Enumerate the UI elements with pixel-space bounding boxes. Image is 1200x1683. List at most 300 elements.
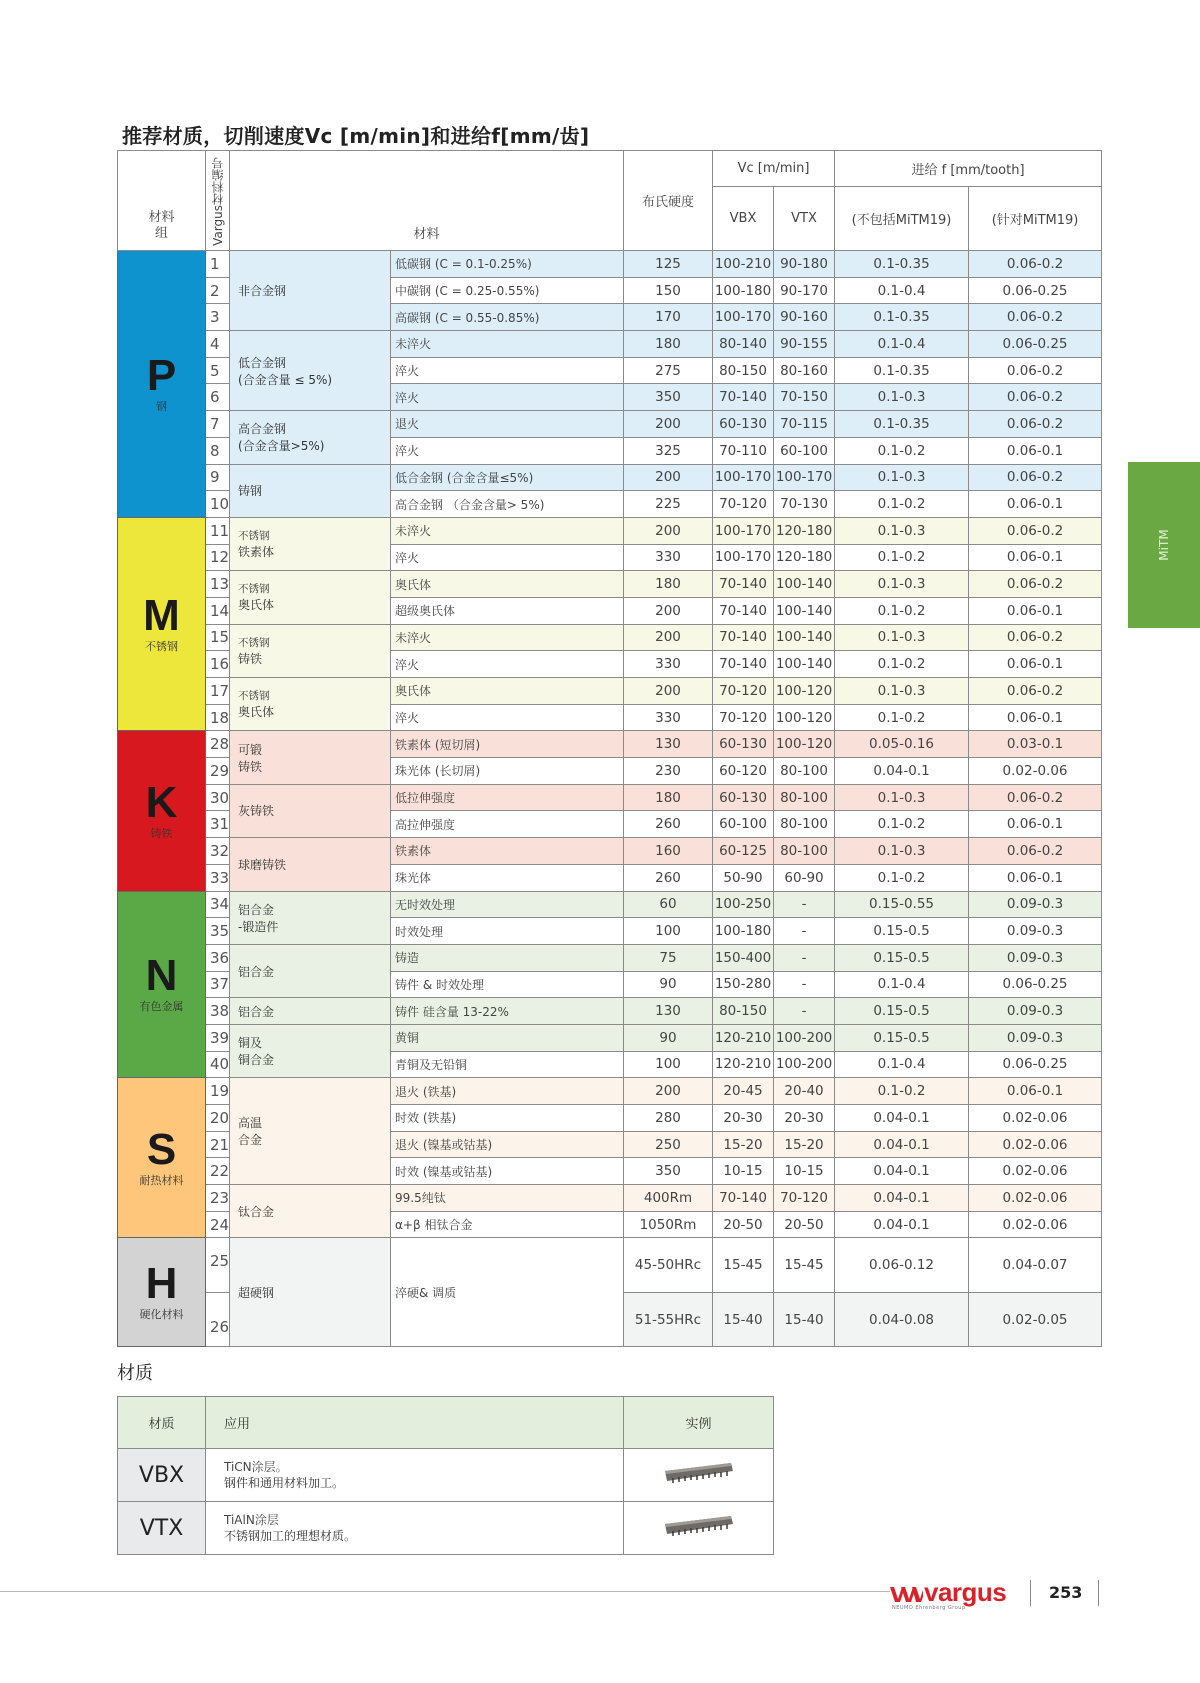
hardness: 160 [624,838,713,865]
material-category: 可锻 铸铁 [230,731,391,784]
vc-vtx: 70-120 [774,1185,835,1212]
feed-excl-mitm19: 0.1-0.3 [835,678,969,705]
hardness: 350 [624,384,713,411]
vc-vtx: 90-155 [774,331,835,358]
feed-mitm19: 0.06-0.2 [969,464,1102,491]
material-name: 退火 [391,411,624,438]
vargus-no: 14 [206,597,230,624]
thread-mill-insert-icon [661,1459,737,1487]
vargus-no: 18 [206,704,230,731]
table-row [118,411,1102,438]
table-row [118,464,1102,491]
vc-vbx: 100-210 [713,251,774,278]
vc-vbx: 10-15 [713,1158,774,1185]
vc-vtx: 70-115 [774,411,835,438]
material-name: 未淬火 [391,624,624,651]
table-row [118,251,1102,278]
vargus-no: 12 [206,544,230,571]
header-feed: 进给 f [mm/tooth] [835,151,1102,187]
material-name: 淬火 [391,384,624,411]
header-hardness: 布氏硬度 [624,151,713,251]
material-category: 不锈钢 奥氏体 [230,571,391,624]
feed-excl-mitm19: 0.1-0.2 [835,491,969,518]
material-name: 低合金钢 (合金含量≤5%) [391,464,624,491]
feed-mitm19: 0.09-0.3 [969,891,1102,918]
feed-excl-mitm19: 0.04-0.08 [835,1292,969,1347]
vargus-no: 35 [206,918,230,945]
vc-vbx: 70-140 [713,384,774,411]
vc-vbx: 120-210 [713,1051,774,1078]
feed-mitm19: 0.06-0.25 [969,331,1102,358]
vc-vbx: 70-110 [713,437,774,464]
vargus-no: 38 [206,998,230,1025]
vc-vtx: 100-120 [774,704,835,731]
material-name: 珠光体 (长切屑) [391,758,624,785]
vc-vtx: 90-160 [774,304,835,331]
vc-vbx: 60-130 [713,731,774,758]
vc-vtx: 90-180 [774,251,835,278]
material-name: 退火 (铁基) [391,1078,624,1105]
tool-image [624,1449,774,1502]
vc-vtx: 15-20 [774,1131,835,1158]
material-category: 超硬钢 [230,1238,391,1347]
page-number: 253 [1049,1583,1083,1602]
material-category: 灰铸铁 [230,784,391,837]
vc-vbx: 70-140 [713,571,774,598]
vargus-no: 40 [206,1051,230,1078]
material-name: 奥氏体 [391,678,624,705]
feed-excl-mitm19: 0.15-0.5 [835,918,969,945]
vc-vtx: 100-140 [774,571,835,598]
vargus-no: 37 [206,971,230,998]
material-name: 高碳钢 (C = 0.55-0.85%) [391,304,624,331]
hardness: 100 [624,1051,713,1078]
grade-row [118,1449,774,1502]
vc-vbx: 150-280 [713,971,774,998]
hardness: 150 [624,277,713,304]
feed-excl-mitm19: 0.15-0.55 [835,891,969,918]
vc-vtx: 10-15 [774,1158,835,1185]
vc-vtx: - [774,971,835,998]
vargus-no: 6 [206,384,230,411]
vargus-no: 26 [206,1292,230,1347]
vargus-no: 22 [206,1158,230,1185]
vc-vtx: 100-120 [774,678,835,705]
material-name: 中碳钢 (C = 0.25-0.55%) [391,277,624,304]
vc-vbx: 80-150 [713,998,774,1025]
table-row [118,1185,1102,1212]
material-name: 淬火 [391,437,624,464]
material-name: 淬火 [391,704,624,731]
vc-vbx: 60-100 [713,811,774,838]
feed-excl-mitm19: 0.1-0.2 [835,544,969,571]
vargus-no: 11 [206,517,230,544]
material-category: 球磨铸铁 [230,838,391,891]
vc-vtx: 15-45 [774,1238,835,1293]
feed-mitm19: 0.06-0.2 [969,304,1102,331]
vc-vtx: 80-160 [774,357,835,384]
table-row [118,784,1102,811]
vc-vtx: 100-200 [774,1051,835,1078]
vargus-no: 31 [206,811,230,838]
table-row [118,838,1102,865]
feed-excl-mitm19: 0.1-0.3 [835,784,969,811]
hardness: 250 [624,1131,713,1158]
vc-vbx: 15-20 [713,1131,774,1158]
vc-vbx: 70-140 [713,597,774,624]
vc-vbx: 150-400 [713,944,774,971]
material-name: α+β 相钛合金 [391,1211,624,1238]
vc-vbx: 60-120 [713,758,774,785]
grades-header-application: 应用 [206,1397,624,1449]
vargus-no: 24 [206,1211,230,1238]
feed-excl-mitm19: 0.1-0.2 [835,864,969,891]
vargus-no: 10 [206,491,230,518]
hardness: 200 [624,411,713,438]
feed-mitm19: 0.06-0.1 [969,651,1102,678]
vc-vtx: 100-200 [774,1024,835,1051]
vargus-no: 25 [206,1238,230,1293]
hardness: 200 [624,597,713,624]
header-material: 材料 [230,151,624,251]
vargus-no: 4 [206,331,230,358]
vc-vtx: - [774,891,835,918]
hardness: 90 [624,971,713,998]
material-name: 铸件 & 时效处理 [391,971,624,998]
group-k: K 铸铁 [118,731,206,891]
vc-vbx: 100-170 [713,517,774,544]
hardness: 200 [624,678,713,705]
footer-separator [1098,1580,1099,1606]
vc-vbx: 15-40 [713,1292,774,1347]
hardness: 51-55HRc [624,1292,713,1347]
vc-vtx: 90-170 [774,277,835,304]
vc-vtx: - [774,918,835,945]
feed-mitm19: 0.06-0.2 [969,411,1102,438]
material-category: 非合金钢 [230,251,391,331]
hardness: 180 [624,784,713,811]
material-name: 退火 (镍基或钴基) [391,1131,624,1158]
material-category: 铝合金 [230,998,391,1025]
vargus-no: 34 [206,891,230,918]
vc-vtx: 15-40 [774,1292,835,1347]
feed-excl-mitm19: 0.04-0.1 [835,1211,969,1238]
footer-divider [0,1591,890,1592]
hardness: 60 [624,891,713,918]
vargus-no: 2 [206,277,230,304]
feed-mitm19: 0.02-0.06 [969,1131,1102,1158]
vc-vtx: 20-40 [774,1078,835,1105]
feed-excl-mitm19: 0.1-0.2 [835,437,969,464]
vc-vbx: 20-50 [713,1211,774,1238]
feed-excl-mitm19: 0.1-0.2 [835,1078,969,1105]
vargus-no: 30 [206,784,230,811]
vc-vbx: 100-170 [713,464,774,491]
vc-vbx: 100-170 [713,544,774,571]
grade-code: VTX [118,1502,206,1555]
vc-vbx: 60-125 [713,838,774,865]
table-row [118,1078,1102,1105]
table-row [118,1238,1102,1293]
group-m: M 不锈钢 [118,517,206,731]
feed-mitm19: 0.06-0.2 [969,251,1102,278]
hardness: 260 [624,864,713,891]
section-tab-mitm[interactable]: MiTM [1128,462,1200,628]
grade-row [118,1502,774,1555]
header-vtx: VTX [774,187,835,251]
hardness: 350 [624,1158,713,1185]
group-h: H 硬化材料 [118,1238,206,1347]
feed-excl-mitm19: 0.1-0.2 [835,811,969,838]
feed-excl-mitm19: 0.1-0.4 [835,971,969,998]
vargus-no: 19 [206,1078,230,1105]
grades-header-example: 实例 [624,1397,774,1449]
hardness: 130 [624,731,713,758]
vc-vbx: 100-180 [713,918,774,945]
table-row [118,571,1102,598]
feed-mitm19: 0.02-0.06 [969,1105,1102,1132]
material-name: 奥氏体 [391,571,624,598]
vc-vtx: 70-150 [774,384,835,411]
hardness: 200 [624,517,713,544]
hardness: 130 [624,998,713,1025]
vargus-no: 5 [206,357,230,384]
material-category: 铸钢 [230,464,391,517]
feed-excl-mitm19: 0.1-0.3 [835,384,969,411]
vc-vbx: 100-250 [713,891,774,918]
material-name: 铁素体 [391,838,624,865]
vc-vbx: 100-180 [713,277,774,304]
feed-mitm19: 0.09-0.3 [969,918,1102,945]
vc-vbx: 120-210 [713,1024,774,1051]
feed-excl-mitm19: 0.1-0.4 [835,331,969,358]
feed-excl-mitm19: 0.1-0.4 [835,1051,969,1078]
vc-vbx: 70-120 [713,678,774,705]
vargus-no: 7 [206,411,230,438]
vc-vbx: 20-45 [713,1078,774,1105]
vc-vtx: 120-180 [774,544,835,571]
vc-vtx: - [774,998,835,1025]
vargus-no: 28 [206,731,230,758]
group-s: S 耐热材料 [118,1078,206,1238]
vargus-no: 29 [206,758,230,785]
material-name: 珠光体 [391,864,624,891]
feed-mitm19: 0.06-0.2 [969,571,1102,598]
hardness: 125 [624,251,713,278]
feed-mitm19: 0.06-0.25 [969,277,1102,304]
vargus-no: 17 [206,678,230,705]
vc-vbx: 15-45 [713,1238,774,1293]
material-name: 时效 (镍基或钴基) [391,1158,624,1185]
vargus-no: 20 [206,1105,230,1132]
header-feed-for: (针对MiTM19) [969,187,1102,251]
vc-vtx: 100-140 [774,651,835,678]
material-name: 未淬火 [391,331,624,358]
vargus-no: 32 [206,838,230,865]
feed-excl-mitm19: 0.04-0.1 [835,1158,969,1185]
vc-vtx: 120-180 [774,517,835,544]
feed-excl-mitm19: 0.15-0.5 [835,1024,969,1051]
feed-excl-mitm19: 0.1-0.3 [835,517,969,544]
feed-mitm19: 0.09-0.3 [969,944,1102,971]
table-row [118,624,1102,651]
hardness: 275 [624,357,713,384]
hardness: 170 [624,304,713,331]
vc-vbx: 70-120 [713,704,774,731]
feed-excl-mitm19: 0.06-0.12 [835,1238,969,1293]
grades-table [117,1396,774,1555]
grades-title: 材质 [117,1363,153,1384]
feed-excl-mitm19: 0.1-0.35 [835,251,969,278]
vc-vbx: 70-140 [713,1185,774,1212]
feed-excl-mitm19: 0.1-0.4 [835,277,969,304]
feed-mitm19: 0.06-0.1 [969,597,1102,624]
feed-mitm19: 0.03-0.1 [969,731,1102,758]
feed-mitm19: 0.06-0.1 [969,544,1102,571]
vc-vtx: 100-140 [774,597,835,624]
feed-mitm19: 0.06-0.2 [969,784,1102,811]
header-vbx: VBX [713,187,774,251]
vargus-logo: vargus NEUMO Ehrenberg Group [892,1577,1007,1611]
feed-mitm19: 0.02-0.06 [969,758,1102,785]
header-group: 材料组 [118,151,206,251]
feed-excl-mitm19: 0.1-0.35 [835,357,969,384]
vc-vbx: 60-130 [713,784,774,811]
feed-mitm19: 0.09-0.3 [969,998,1102,1025]
table-row [118,891,1102,918]
vc-vbx: 70-140 [713,651,774,678]
vargus-no: 8 [206,437,230,464]
material-category: 高温 合金 [230,1078,391,1185]
feed-excl-mitm19: 0.1-0.2 [835,704,969,731]
vargus-no: 36 [206,944,230,971]
table-row [118,731,1102,758]
material-name: 青铜及无铅铜 [391,1051,624,1078]
vargus-no: 23 [206,1185,230,1212]
feed-mitm19: 0.06-0.1 [969,704,1102,731]
vc-vbx: 70-140 [713,624,774,651]
material-name: 低拉伸强度 [391,784,624,811]
vargus-no: 39 [206,1024,230,1051]
hardness: 330 [624,704,713,731]
material-name: 无时效处理 [391,891,624,918]
hardness: 325 [624,437,713,464]
feed-mitm19: 0.06-0.25 [969,1051,1102,1078]
table-row [118,998,1102,1025]
vc-vtx: 80-100 [774,838,835,865]
material-name: 黄铜 [391,1024,624,1051]
group-n: N 有色金属 [118,891,206,1078]
hardness: 225 [624,491,713,518]
grade-application: TiAlN涂层 不锈钢加工的理想材质。 [206,1502,624,1555]
feed-mitm19: 0.06-0.2 [969,517,1102,544]
material-category: 低合金钢 (合金含量 ≤ 5%) [230,331,391,411]
material-category: 不锈钢 铸铁 [230,624,391,677]
feed-excl-mitm19: 0.1-0.3 [835,624,969,651]
vc-vtx: - [774,944,835,971]
grades-header-grade: 材质 [118,1397,206,1449]
hardness: 330 [624,544,713,571]
vc-vbx: 80-140 [713,331,774,358]
material-name: 淬火 [391,357,624,384]
material-name: 淬火 [391,544,624,571]
feed-mitm19: 0.06-0.1 [969,491,1102,518]
feed-mitm19: 0.06-0.2 [969,384,1102,411]
feed-excl-mitm19: 0.1-0.3 [835,571,969,598]
table-row [118,331,1102,358]
material-category: 不锈钢 奥氏体 [230,678,391,731]
material-category: 钛合金 [230,1185,391,1238]
material-name: 高合金钢 （合金含量> 5%) [391,491,624,518]
feed-excl-mitm19: 0.04-0.1 [835,1131,969,1158]
vc-vtx: 20-50 [774,1211,835,1238]
vargus-no: 13 [206,571,230,598]
feed-excl-mitm19: 0.15-0.5 [835,944,969,971]
feed-mitm19: 0.09-0.3 [969,1024,1102,1051]
hardness: 180 [624,571,713,598]
feed-mitm19: 0.06-0.2 [969,624,1102,651]
vc-vtx: 80-100 [774,811,835,838]
feed-excl-mitm19: 0.04-0.1 [835,1185,969,1212]
vc-vtx: 80-100 [774,784,835,811]
feed-excl-mitm19: 0.1-0.35 [835,304,969,331]
table-row [118,1024,1102,1051]
feed-mitm19: 0.02-0.06 [969,1158,1102,1185]
table-row [118,517,1102,544]
hardness: 180 [624,331,713,358]
vargus-no: 15 [206,624,230,651]
feed-mitm19: 0.02-0.06 [969,1185,1102,1212]
feed-mitm19: 0.02-0.05 [969,1292,1102,1347]
material-category: 铝合金 [230,944,391,997]
feed-excl-mitm19: 0.1-0.3 [835,838,969,865]
material-name: 99.5纯钛 [391,1185,624,1212]
vc-vbx: 60-130 [713,411,774,438]
header-vargus-no: Vargus材料编号 [206,151,230,251]
feed-mitm19: 0.06-0.1 [969,864,1102,891]
material-name: 时效处理 [391,918,624,945]
feed-excl-mitm19: 0.04-0.1 [835,758,969,785]
grade-application: TiCN涂层。 钢件和通用材料加工。 [206,1449,624,1502]
feed-mitm19: 0.06-0.2 [969,357,1102,384]
material-category: 不锈钢 铁素体 [230,517,391,570]
hardness: 1050Rm [624,1211,713,1238]
hardness: 200 [624,624,713,651]
vc-vtx: 100-120 [774,731,835,758]
vc-vtx: 60-100 [774,437,835,464]
vc-vtx: 100-170 [774,464,835,491]
feed-mitm19: 0.06-0.2 [969,678,1102,705]
vargus-no: 9 [206,464,230,491]
vargus-chevron-icon [890,1585,924,1603]
vargus-no: 3 [206,304,230,331]
material-category: 铝合金 -锻造件 [230,891,391,944]
feed-mitm19: 0.04-0.07 [969,1238,1102,1293]
vc-vtx: 70-130 [774,491,835,518]
hardness: 45-50HRc [624,1238,713,1293]
material-name: 高拉伸强度 [391,811,624,838]
material-name: 淬火 [391,651,624,678]
thread-mill-insert-icon [661,1512,737,1540]
vc-vtx: 20-30 [774,1105,835,1132]
header-feed-excl: (不包括MiTM19) [835,187,969,251]
hardness: 280 [624,1105,713,1132]
vc-vtx: 80-100 [774,758,835,785]
hardness: 230 [624,758,713,785]
hardness: 100 [624,918,713,945]
feed-excl-mitm19: 0.1-0.3 [835,464,969,491]
feed-mitm19: 0.06-0.25 [969,971,1102,998]
